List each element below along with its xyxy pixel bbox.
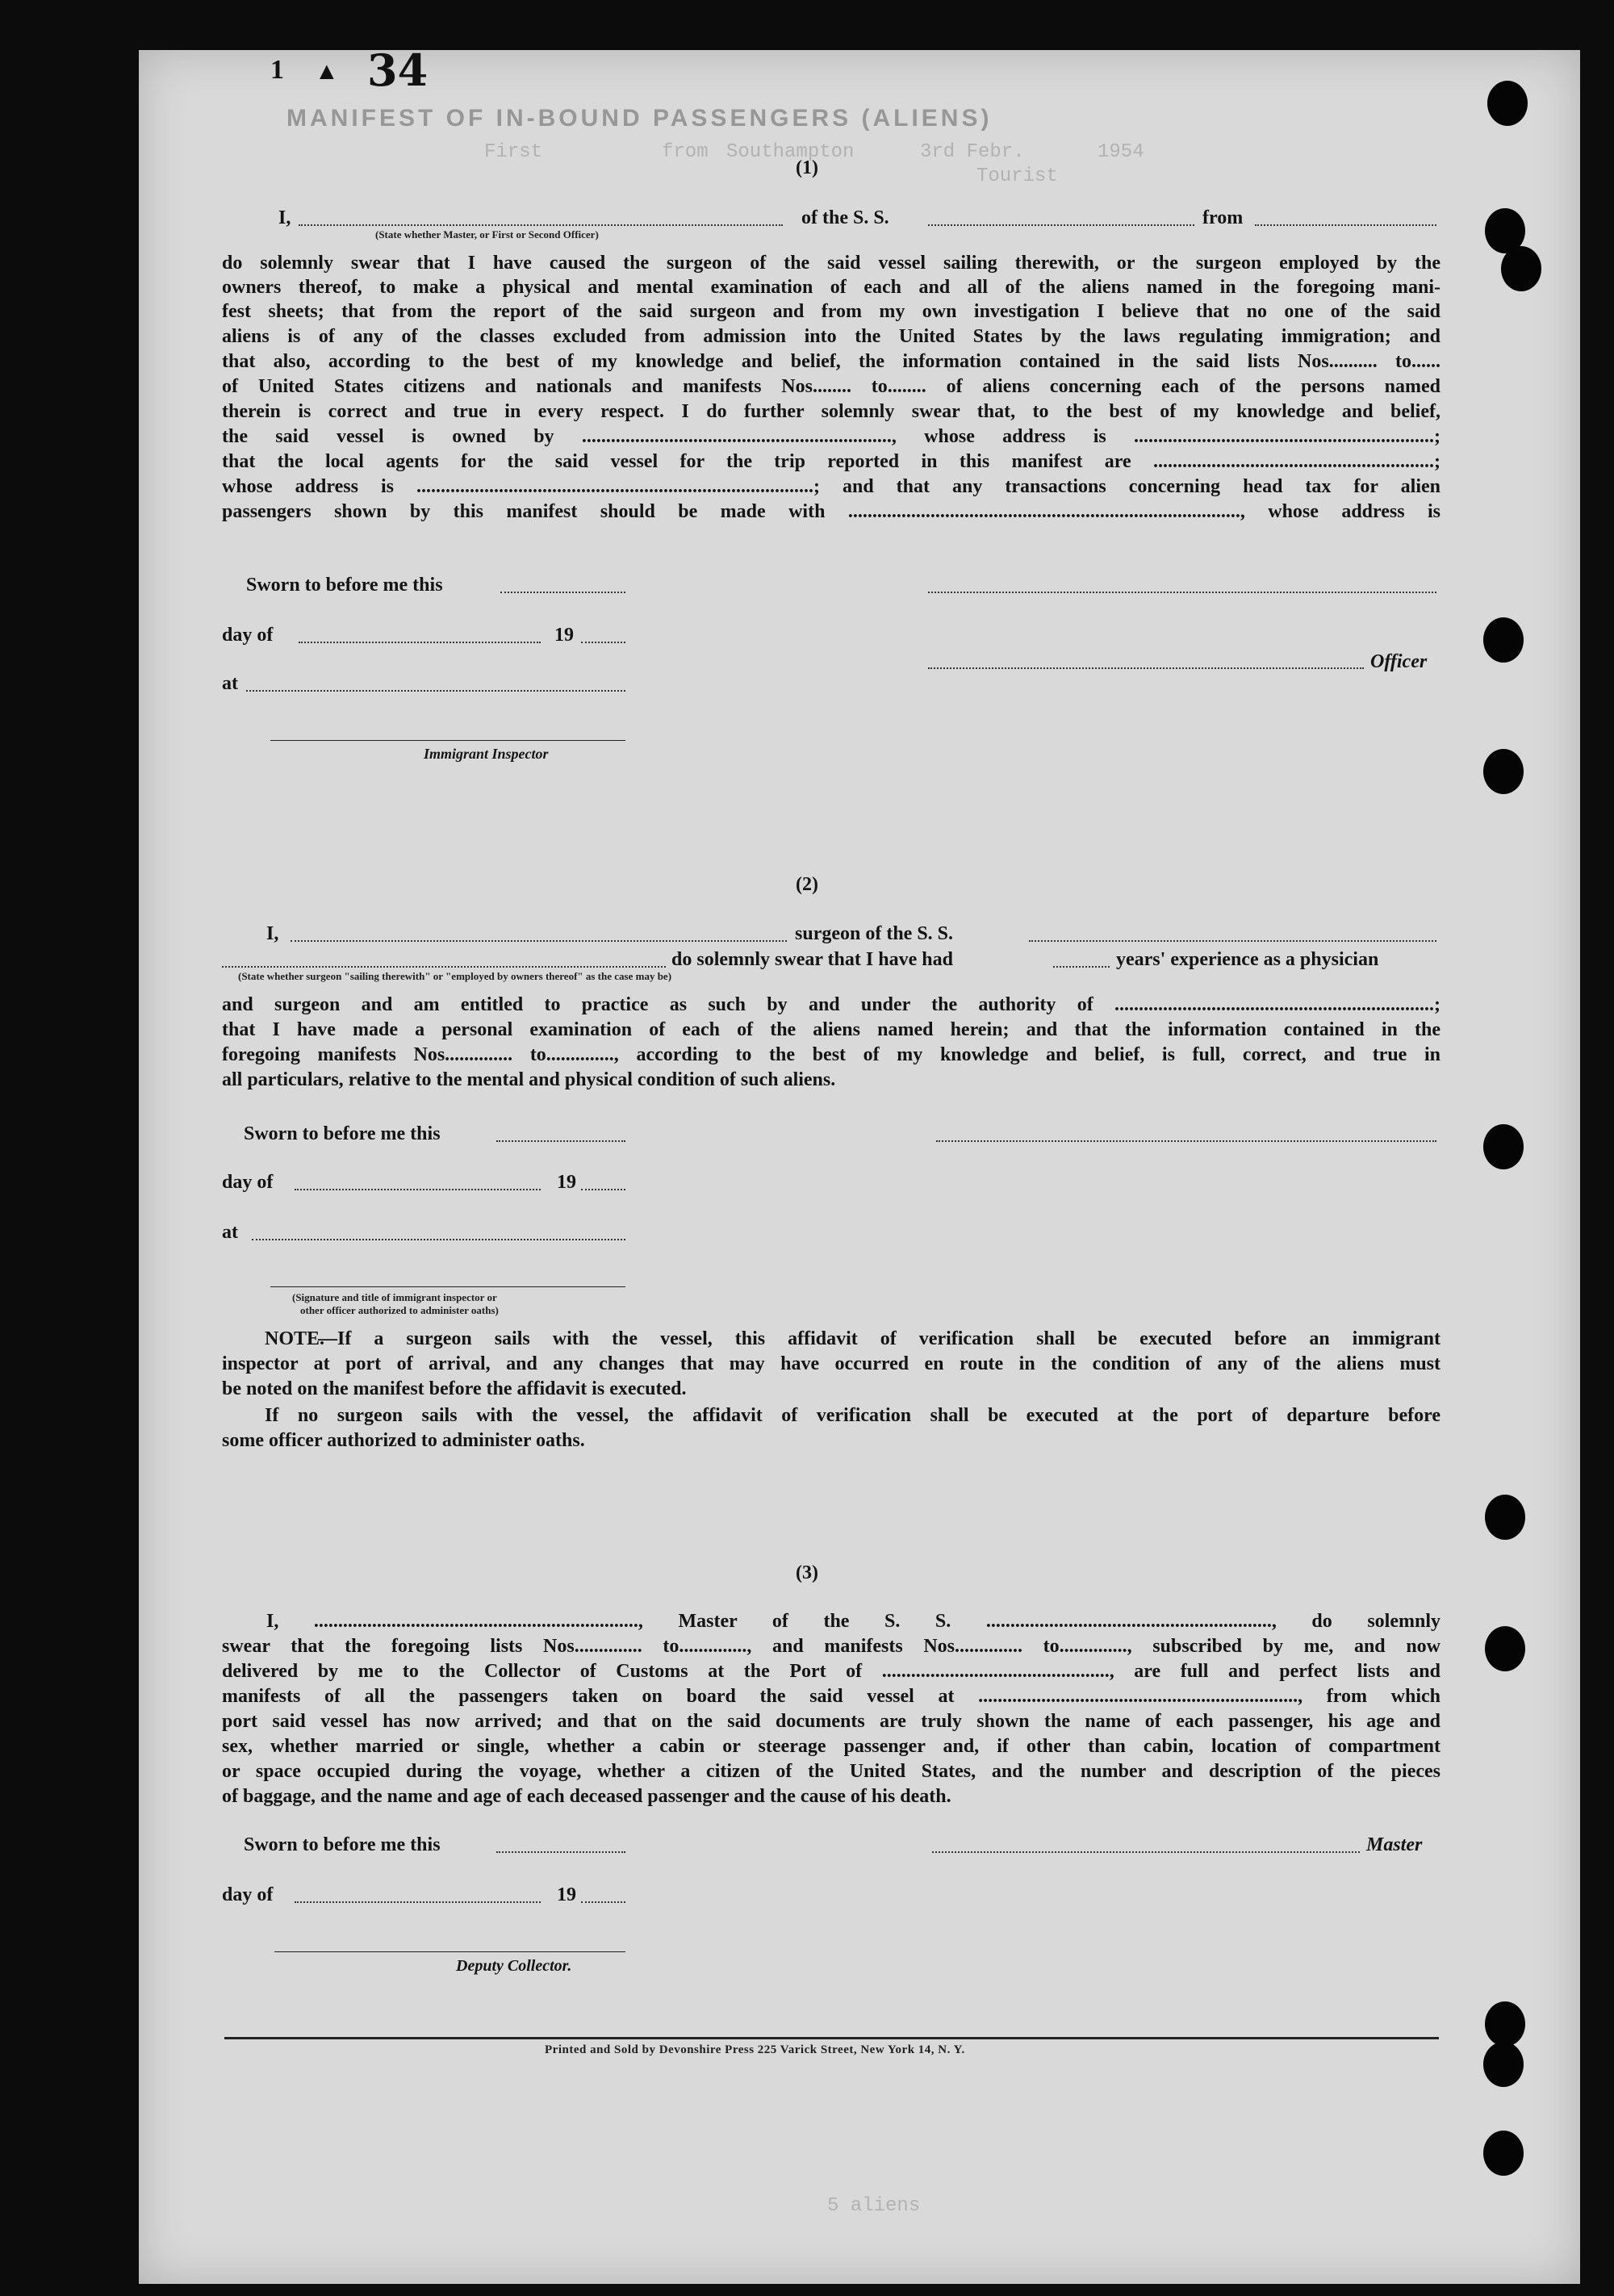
signature-note: (Signature and title of immigrant inspector or [292, 1291, 497, 1303]
officer-name-field[interactable] [299, 224, 783, 226]
from-port-field[interactable] [1255, 224, 1436, 226]
day-of-field[interactable] [295, 1901, 541, 1903]
surgeon-oath-line: that I have made a personal examination of each of the aliens named herein; and that the information contained in the [222, 1019, 1440, 1040]
faded-meta: First [484, 141, 543, 163]
oath-line: that the local agents for the said vessel for the trip reported in this manifest are ..........................................................; [222, 451, 1440, 472]
faded-meta: 1954 [1098, 141, 1144, 163]
master-oath-line: swear that the foregoing lists Nos.............. to.............., and manifests Nos.............. to.............., subscribed by me, and now [222, 1636, 1440, 1657]
printer-imprint: Printed and Sold by Devonshire Press 225 Varick Street, New York 14, N. Y. [545, 2043, 965, 2056]
surgeon-oath-line: foregoing manifests Nos.............. to.............., according to the best of my knowledge and belief, is full, correct, and true in [222, 1044, 1440, 1065]
binder-hole [1487, 81, 1528, 126]
oath-line: that also, according to the best of my knowledge and belief, the information contained in the said lists Nos.......... to...... [222, 351, 1440, 372]
vessel-name-field[interactable] [928, 224, 1194, 226]
sworn-date-field[interactable] [496, 1851, 625, 1853]
year-label: 19 [557, 1172, 576, 1193]
signature-note: other officer authorized to administer oaths) [300, 1304, 499, 1316]
inspector-signature-line [270, 740, 625, 741]
years-experience-label: years' experience as a physician [1116, 949, 1379, 970]
day-of-field[interactable] [295, 1189, 541, 1190]
sworn-date-field[interactable] [500, 592, 625, 593]
oath-line: whose address is ..................................................................................; and that any transactions concerning head tax for alien [222, 476, 1440, 497]
faded-class: Tourist [976, 165, 1058, 187]
officer-note: (State whether Master, or First or Second Officer) [375, 228, 599, 240]
binder-hole [1483, 749, 1524, 794]
master-oath-line: delivered by me to the Collector of Customs at the Port of ..............................................., are full and perfect lists and [222, 1661, 1440, 1682]
inspector-signature-line [270, 1286, 625, 1287]
collector-signature-line [274, 1951, 625, 1952]
oath-line: therein is correct and true in every respect. I do further solemnly swear that, to the best of my knowledge and belief, [222, 401, 1440, 422]
master-signature-field[interactable] [932, 1851, 1360, 1853]
solemnly-swear-label: do solemnly swear that I have had [671, 949, 953, 970]
year-label: 19 [557, 1884, 576, 1905]
year-label: 19 [554, 625, 574, 646]
surgeon-of-ss-label: surgeon of the S. S. [795, 923, 954, 944]
day-of-label: day of [222, 625, 274, 646]
year-field[interactable] [581, 1901, 625, 1903]
faded-meta: 3rd Febr. [920, 141, 1025, 163]
surgeon-vessel-field[interactable] [1029, 940, 1436, 942]
deputy-collector-label: Deputy Collector. [456, 1957, 572, 1975]
day-of-label: day of [222, 1884, 274, 1905]
master-oath-line: of baggage, and the name and age of each deceased passenger and the cause of his death. [222, 1786, 951, 1807]
section-2-lead: I, [266, 923, 279, 944]
note-line: If no surgeon sails with the vessel, the affidavit of verification shall be executed at the port of departure before [265, 1405, 1440, 1426]
footer-rule [224, 2037, 1439, 2039]
note-line: some officer authorized to administer oaths. [222, 1430, 585, 1451]
immigrant-inspector-label: Immigrant Inspector [424, 746, 549, 762]
page-mark: 1 [270, 55, 284, 85]
binder-hole [1483, 1124, 1524, 1169]
master-oath-line: sex, whether married or single, whether a cabin or steerage passenger and, if other than cabin, location of compartment [222, 1736, 1440, 1757]
oath-line: of United States citizens and nationals and manifests Nos........ to........ of aliens concerning each of the persons named [222, 376, 1440, 397]
master-oath-line: or space occupied during the voyage, whether a citizen of the United States, and the number and description of the pieces [222, 1761, 1440, 1782]
binder-hole [1485, 1626, 1525, 1671]
officer-title-field[interactable] [928, 667, 1364, 669]
oath-line: passengers shown by this manifest should be made with ................................................................................., whose address is [222, 501, 1440, 522]
note-line: be noted on the manifest before the affidavit is executed. [222, 1378, 687, 1399]
surgeon-oath-line: and surgeon and am entitled to practice as such by and under the authority of ..................................................................; [222, 994, 1440, 1015]
sworn-date-field[interactable] [496, 1140, 625, 1142]
from-label: from [1202, 207, 1244, 228]
oath-line: aliens is of any of the classes excluded from admission into the United States by the laws regulating immigration; and [222, 326, 1440, 347]
page-number-handwritten: 34 [367, 44, 429, 96]
years-experience-field[interactable] [1053, 966, 1110, 968]
year-field[interactable] [581, 642, 625, 643]
sworn-label: Sworn to before me this [244, 1834, 441, 1855]
oath-line: fest sheets; that from the report of the said surgeon and from my own investigation I believe that no one of the said [222, 301, 1440, 322]
section-2-number: (2) [796, 874, 818, 895]
faded-meta: Southampton [726, 141, 855, 163]
note-line: —If a surgeon sails with the vessel, this affidavit of verification shall be executed before an immigrant [318, 1328, 1440, 1349]
note-label: NOTE. [265, 1328, 325, 1349]
at-field[interactable] [246, 690, 625, 692]
at-label: at [222, 1222, 238, 1243]
binder-hole [1483, 2131, 1524, 2176]
section-1-number: (1) [796, 157, 818, 178]
master-oath-line: manifests of all the passengers taken on board the said vessel at .................................................................., from which [222, 1686, 1440, 1707]
faded-meta: from [662, 141, 709, 163]
section-1-lead: I, [278, 207, 291, 228]
faded-footer: 5 aliens [827, 2195, 921, 2217]
oath-line: owners thereof, to make a physical and mental examination of each and all of the aliens named in the foregoing mani- [222, 277, 1440, 298]
year-field[interactable] [581, 1189, 625, 1190]
binder-hole [1483, 2042, 1524, 2087]
faded-title: MANIFEST OF IN-BOUND PASSENGERS (ALIENS) [286, 105, 993, 132]
surgeon-signature-field[interactable] [936, 1140, 1436, 1142]
day-of-field[interactable] [299, 642, 541, 643]
binder-hole [1501, 246, 1541, 291]
master-oath-line: port said vessel has now arrived; and that on the said documents are truly shown the name of each passenger, his age and [222, 1711, 1440, 1732]
officer-signature-field[interactable] [928, 592, 1436, 593]
officer-label: Officer [1370, 651, 1428, 672]
binder-hole [1483, 617, 1524, 663]
at-label: at [222, 673, 238, 694]
day-of-label: day of [222, 1172, 274, 1193]
master-label: Master [1366, 1834, 1423, 1855]
note-line: inspector at port of arrival, and any changes that may have occurred en route in the condition of any of the aliens must [222, 1353, 1440, 1374]
surgeon-name-field[interactable] [291, 940, 787, 942]
sworn-label: Sworn to before me this [244, 1123, 441, 1144]
surgeon-oath-line: all particulars, relative to the mental and physical condition of such aliens. [222, 1069, 836, 1090]
section-3-number: (3) [796, 1562, 818, 1583]
page-mark: ▲ [315, 58, 339, 85]
oath-line: the said vessel is owned by ................................................................, whose address is ..............................................................; [222, 426, 1440, 447]
binder-hole [1485, 1495, 1525, 1540]
of-the-ss-label: of the S. S. [801, 207, 889, 228]
binder-hole [1485, 2001, 1525, 2047]
oath-line: do solemnly swear that I have caused the surgeon of the said vessel sailing therewith, or the surgeon employed by the [222, 253, 1440, 274]
surgeon-status-field[interactable] [222, 966, 666, 968]
at-field[interactable] [252, 1239, 625, 1240]
surgeon-note: (State whether surgeon "sailing therewith" or "employed by owners thereof" as the case may be) [238, 970, 672, 982]
sworn-label: Sworn to before me this [246, 575, 443, 596]
master-oath-line: I, ..................................................................., Master of the S. S. ..........................................................., do solemnly [266, 1611, 1440, 1632]
